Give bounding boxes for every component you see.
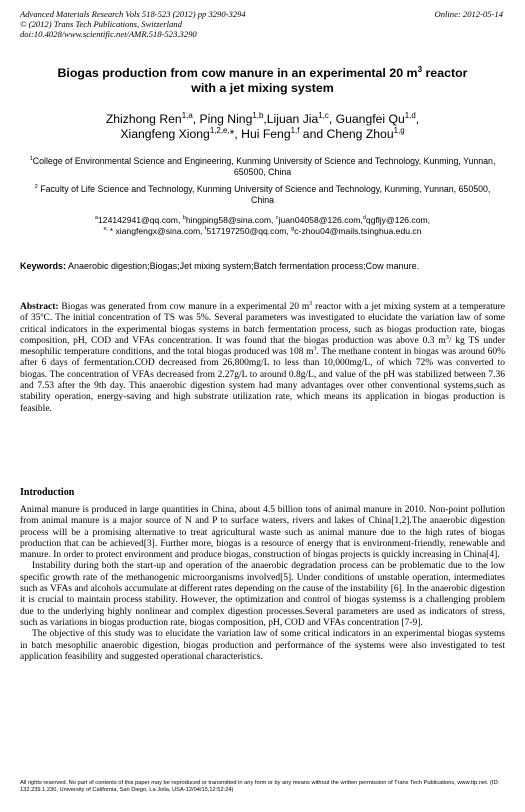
affiliation-1 [24,156,501,179]
title-main: Biogas production from cow manure in an experimental 20 m [57,66,418,80]
author-sup: 1,a [181,110,193,120]
email-sup: a [94,215,99,222]
email-sup: c [275,215,279,222]
author-sep: , [192,112,200,126]
author-sup: 1,g [393,125,405,135]
title-sup: 3 [417,64,423,74]
affiliation-sup: 1 [29,156,33,163]
abstract-label: Abstract: [20,302,59,312]
paragraph: Instability during both the start-up and operation of the anaerobic degradation process can be problematic due to the low specific growth rate of the methanogenic microorganisms involved[5]. Under conditions of unstable operation, intermediates such as VFAs and alcohols accumulate at different rates depending on the cause of the instability [6]. In the anaerobic digestion it is crucial to maintain process stability. However, the optimization and control of biogas systemss is a challenging problem due to the underlying highly nonlinear and complex digestion processes.Several parameters are used as indicators of stress, such as variations in biogas production rate, biogas composition, pH, COD and VFAs concentration [7-9]. [20,561,505,628]
abstract-sup: 3 [445,334,449,341]
keywords-text: Anaerobic digestion;Biogas;Jet mixing system;Batch fermentation process;Cow manure. [66,261,420,271]
keywords-block [20,261,505,273]
author-sep: *, [229,127,242,141]
affiliation-text: College of Environmental Science and Engineering, Kunming University of Science and Technology, Kunming, Yunnan, 650500, China [32,156,496,178]
introduction-body [20,505,505,663]
author-sup: 1,2,e, [209,125,230,135]
email-link[interactable]: 517197250@qq.com, [206,226,292,237]
author-sep: , [328,112,336,126]
author-sep: , [263,112,267,126]
email-sup: d [362,215,366,222]
doi-line: doi:10.4028/www.scientific.net/AMR.518-523.3290 [20,29,197,40]
abstract-text: . The methane content in biogas was around 60% after 6 days of fermentation.COD decreased from 26,800mg/L to less than 10,000mg/L, of which 72% was converted to biogas. The concentration of VFAs decreased from 2.27g/L to around 0.8g/L, and value of the pH was stabilized between 7.36 and 7.53 after the 9th day. This anaerobic digestion system had many advantages over other conventional systems,such as stability operation, energy-saving and high substrate utilization rate, which means its application in biogas production is feasible. [20,347,505,414]
online-date: Online: 2012-05-14 [434,9,503,19]
email-link[interactable]: hingping58@sina.com, [185,215,276,225]
abstract-text: Biogas was generated from cow manure in a experimental 20 m [58,302,310,312]
email-sup: b [182,215,186,222]
author-list [30,112,495,142]
abstract-block [20,302,505,415]
author-sup: 1,f [290,125,300,135]
copyright-footer: All rights reserved. No part of contents of this paper may be reproduced or transmitted in any form or by any means without the written permission of Trans Tech Publications, www.ttp.net. (ID: 132.239.1.230, University of California, San Diego, La Jolla, USA-12/04/15,12:52:24) [20,780,500,793]
paragraph: The objective of this study was to elucidate the variation law of some critical indicators in an experimental biogas systems in batch mesophilic anaerobic digestion, biogas production and performance of the systems were also investigated to test application feasibility and suggested operational characteristics. [20,629,505,662]
author-name: Ping Ning [199,112,253,126]
email-link[interactable]: 124142941@qq.com, [98,215,183,225]
abstract-text: / kg TS under mesophilic temperature conditions, and the total biogas produced was 108 m [20,335,506,358]
email-link[interactable]: * xiangfengx@sina.com, [109,226,205,237]
author-name: Lijuan Jia [266,112,319,126]
email-link[interactable]: qgfljy@126.com, [365,215,431,225]
journal-header [20,9,350,40]
author-name: Xiangfeng Xiong [120,127,210,141]
affiliation-2 [24,184,501,207]
author-sup: 1,b [252,110,264,120]
title-line2: with a jet mixing system [191,81,334,95]
email-link[interactable]: c-zhou04@mails.tsinghua.edu.cn [294,226,422,237]
paper-title [30,66,495,96]
author-sep: , [415,112,420,126]
introduction-heading: Introduction [20,487,75,498]
paragraph: Animal manure is produced in large quantities in China, about 4.5 billion tons of animal manure in 2010. Non-point pollution from animal manure is a major source of N and P to surface waters, rivers and lakes of China[1,2].The anaerobic digestion process will be a promising alternative to treat agricultural waste such as animal manure due to the high rates of biogas production that can be achieved[3]. Further more, biogas is a resource of energy that is environment-friendly, renewable and manure. In order to protect environment and produce biogas, construction of biogas projects is quickly increasing in China[4]. [20,505,505,561]
email-sup: g [291,226,295,233]
author-name: Cheng Zhou [326,127,394,141]
abstract-sup: 3 [313,346,317,353]
author-sup: 1,d [404,110,416,120]
keywords-label: Keywords: [20,261,67,271]
abstract-sup: 3 [309,300,313,307]
email-sup: f [204,226,207,233]
email-link[interactable]: juan04058@126.com, [278,215,363,225]
journal-citation: Advanced Materials Research Vols 518-523 (2012) pp 3290-3294 [20,9,246,19]
author-sep: and [299,127,327,141]
author-name: Hui Feng [241,127,291,141]
author-name: Guangfei Qu [335,112,405,126]
author-sup: 1,c [318,110,329,120]
abstract-text: reactor with a jet mixing system at a temperature of 35ºC. The initial concentration of TS was 5%. Several parameters was investigated to elucidate the variation law of some critical indicators in the experimental biogas systems in batch fermentation process, such as biogas production rate, biogas composition, pH, COD and VFAs concentration. It was found that the biogas production was above 0.3 m [20,302,505,346]
publisher-line: © (2012) Trans Tech Publications, Switzerland [20,19,182,30]
email-list [24,215,501,238]
email-sup: e, [103,226,110,233]
affiliation-text: Faculty of Life Science and Technology, Kunming University of Science and Technology, Kunming, Yunnan, 650500, China [37,184,491,206]
author-name: Zhizhong Ren [105,112,182,126]
affiliation-sup: 2 [34,184,38,191]
title-tail: reactor [422,66,468,80]
